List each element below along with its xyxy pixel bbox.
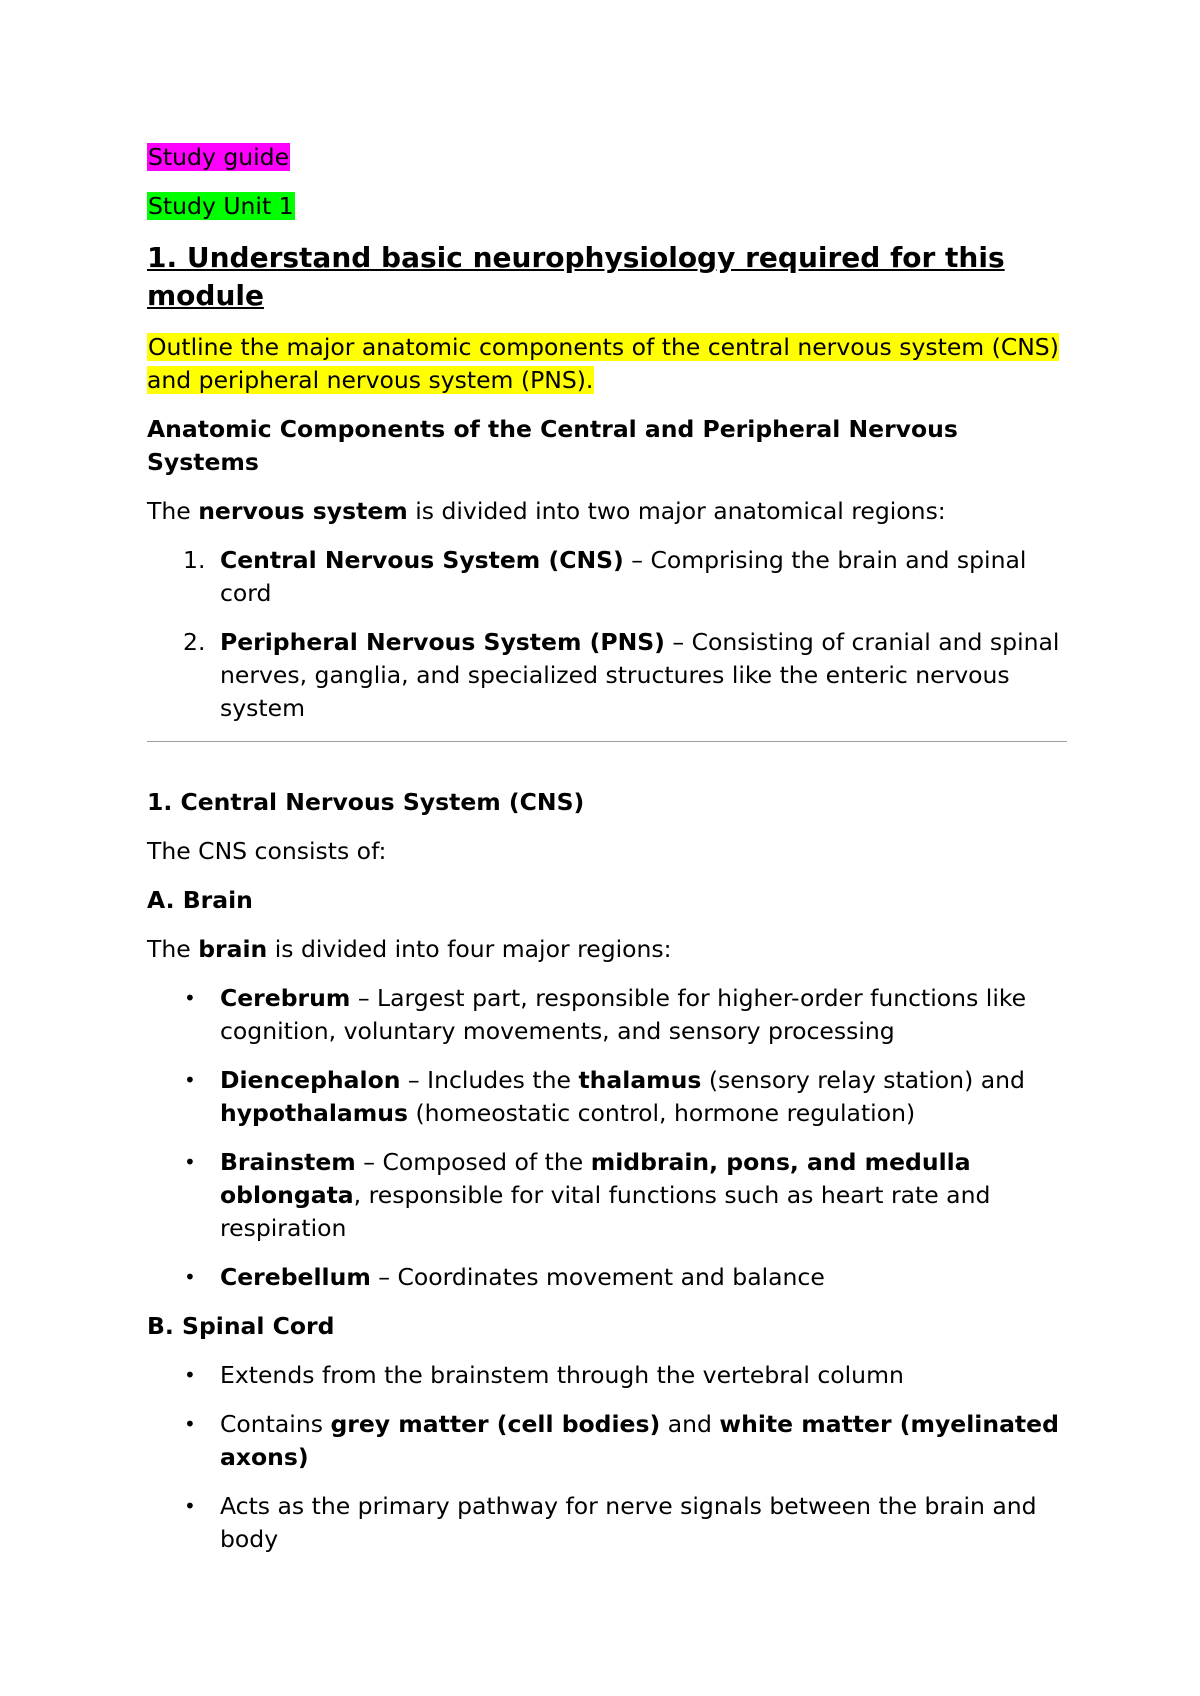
brain-heading: A. Brain bbox=[147, 886, 253, 914]
study-unit-label bbox=[147, 190, 1067, 223]
description: Extends from the brainstem through the vertebral column bbox=[220, 1361, 904, 1389]
brain-intro-pre: The bbox=[147, 935, 199, 963]
list-item-diencephalon bbox=[147, 1064, 1067, 1130]
description: – Coordinates movement and balance bbox=[370, 1263, 825, 1291]
bold-term: grey matter (cell bodies) bbox=[330, 1410, 661, 1438]
document-page bbox=[147, 141, 1067, 1572]
bullet-icon: • bbox=[184, 1412, 196, 1436]
learning-objective bbox=[147, 331, 1067, 397]
description: (homeostatic control, hormone regulation) bbox=[407, 1099, 916, 1127]
intro-paragraph bbox=[147, 495, 1067, 528]
spinal-cord-heading: B. Spinal Cord bbox=[147, 1312, 335, 1340]
study-guide-label bbox=[147, 141, 1067, 174]
description: Contains bbox=[220, 1410, 331, 1438]
section-title: Anatomic Components of the Central and Peripheral Nervous Systems bbox=[147, 415, 958, 476]
list-number: 1. bbox=[183, 546, 206, 574]
study-unit-highlight: Study Unit 1 bbox=[148, 192, 294, 220]
list-item-cerebellum bbox=[147, 1261, 1067, 1294]
bullet-icon: • bbox=[184, 1150, 196, 1174]
cns-heading: 1. Central Nervous System (CNS) bbox=[147, 788, 585, 816]
list-item bbox=[147, 1408, 1067, 1474]
bullet-icon: • bbox=[184, 1494, 196, 1518]
horizontal-divider bbox=[147, 741, 1067, 742]
list-item bbox=[147, 1359, 1067, 1392]
list-item-pns bbox=[147, 626, 1067, 725]
list-item-cns bbox=[147, 544, 1067, 610]
region-text: – Comprising the brain and spinal cord bbox=[220, 546, 1027, 607]
list-item bbox=[147, 1490, 1067, 1556]
brain-intro-bold: brain bbox=[198, 935, 268, 963]
bullet-icon: • bbox=[184, 986, 196, 1010]
intro-text-pre: The bbox=[147, 497, 199, 525]
bold-term: hypothalamus bbox=[220, 1099, 408, 1127]
bullet-icon: • bbox=[184, 1363, 196, 1387]
brain-intro-post: is divided into four major regions: bbox=[267, 935, 672, 963]
objective-highlight: Outline the major anatomic components of the central nervous system (CNS) and peripheral nervous system (PNS). bbox=[147, 333, 1059, 394]
description: , responsible for vital functions such as heart rate and respiration bbox=[220, 1181, 991, 1242]
description: (sensory relay station) and bbox=[701, 1066, 1025, 1094]
study-guide-highlight: Study guide bbox=[148, 143, 290, 171]
term: Brainstem bbox=[220, 1148, 356, 1176]
cns-consists-text: The CNS consists of: bbox=[147, 837, 387, 865]
term: Diencephalon bbox=[220, 1066, 401, 1094]
region-term: Central Nervous System (CNS) bbox=[220, 546, 624, 574]
description: – Includes the bbox=[400, 1066, 579, 1094]
term: Cerebrum bbox=[220, 984, 351, 1012]
list-item-brainstem bbox=[147, 1146, 1067, 1245]
brain-intro bbox=[147, 933, 1067, 966]
intro-text-post: is divided into two major anatomical regions: bbox=[407, 497, 946, 525]
bold-term: white matter (myelinated axons) bbox=[220, 1410, 1059, 1471]
description: – Composed of the bbox=[355, 1148, 591, 1176]
bullet-icon: • bbox=[184, 1265, 196, 1289]
list-number: 2. bbox=[183, 628, 206, 656]
term: Cerebellum bbox=[220, 1263, 371, 1291]
bullet-icon: • bbox=[184, 1068, 196, 1092]
brain-regions-list bbox=[147, 982, 1067, 1294]
main-heading: 1. Understand basic neurophysiology required for this module bbox=[147, 241, 1005, 312]
bold-term: midbrain, pons, and medulla oblongata bbox=[220, 1148, 971, 1209]
region-term: Peripheral Nervous System (PNS) bbox=[220, 628, 665, 656]
spinal-cord-list bbox=[147, 1359, 1067, 1556]
region-text: – Consisting of cranial and spinal nerves, ganglia, and specialized structures like the enteric nervous system bbox=[220, 628, 1060, 722]
regions-list bbox=[147, 544, 1067, 725]
description: – Largest part, responsible for higher-order functions like cognition, voluntary movements, and sensory processing bbox=[220, 984, 1027, 1045]
list-item-cerebrum bbox=[147, 982, 1067, 1048]
description: and bbox=[660, 1410, 720, 1438]
intro-bold: nervous system bbox=[198, 497, 408, 525]
bold-term: thalamus bbox=[578, 1066, 702, 1094]
description: Acts as the primary pathway for nerve signals between the brain and body bbox=[220, 1492, 1037, 1553]
